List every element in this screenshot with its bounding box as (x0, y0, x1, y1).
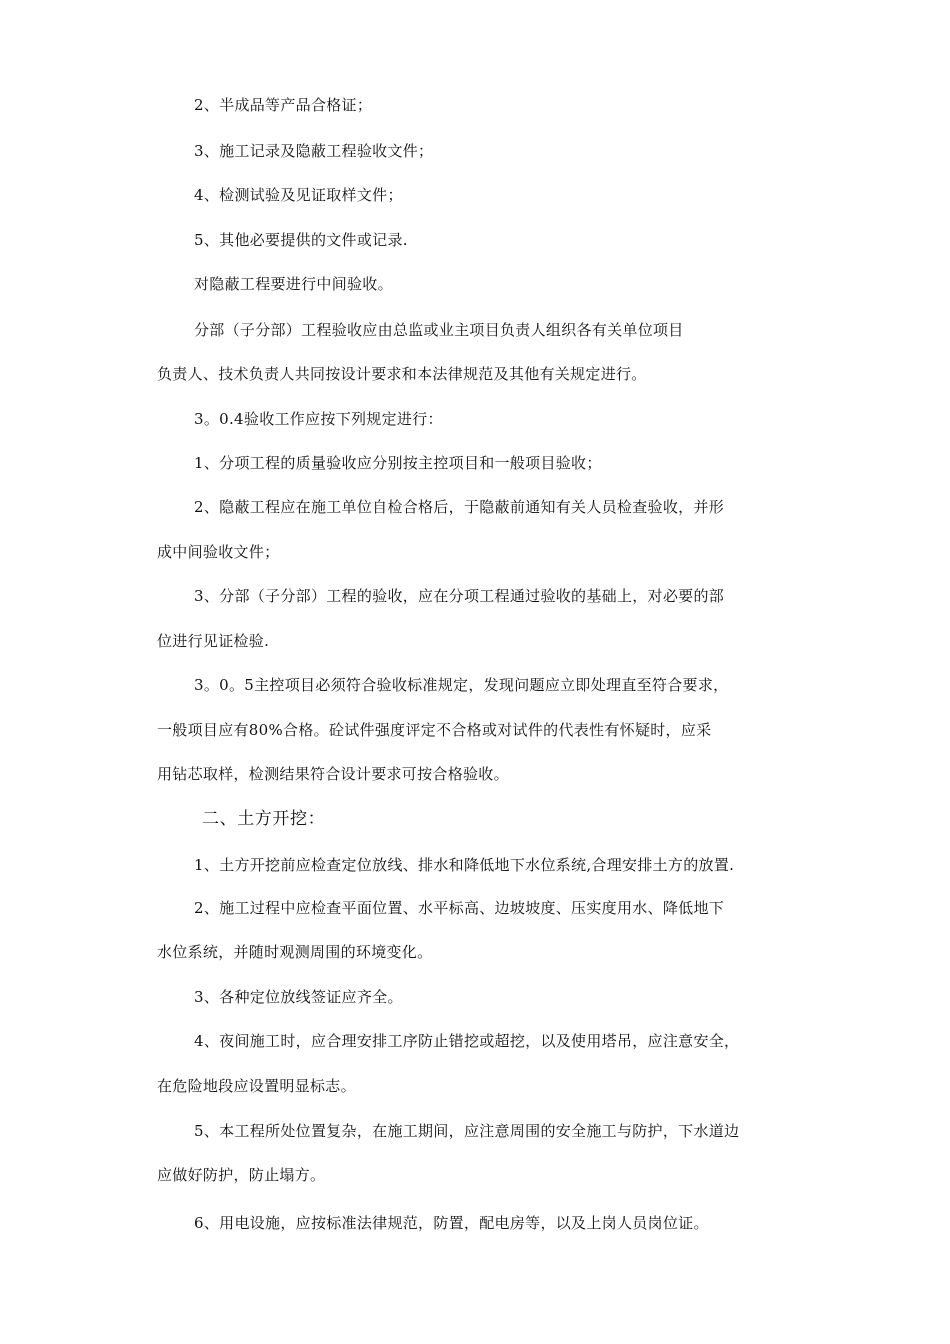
text-line: 在危险地段应设置明显标志。 (157, 1077, 356, 1095)
text-line: 6、用电设施，应按标准法律规范，防置，配电房等，以及上岗人员岗位证。 (194, 1214, 709, 1232)
text-line: 4、夜间施工时，应合理安排工序防止错挖或超挖，以及使用塔吊，应注意安全， (194, 1032, 740, 1050)
text-line: 5、其他必要提供的文件或记录. (194, 231, 408, 249)
text-line: 4、检测试验及见证取样文件； (194, 186, 403, 204)
text-line: 2、隐蔽工程应在施工单位自检合格后，于隐蔽前通知有关人员检查验收，并形 (194, 498, 725, 516)
text-line: 5、本工程所处位置复杂，在施工期间，应注意周围的安全施工与防护，下水道边 (194, 1122, 740, 1140)
text-line: 位进行见证检验. (157, 632, 270, 650)
text-line: 一般项目应有80%合格。砼试件强度评定不合格或对试件的代表性有怀疑时，应采 (157, 721, 712, 739)
text-line: 1、土方开挖前应检查定位放线、排水和降低地下水位系统,合理安排土方的放置. (194, 856, 735, 874)
text-line: 2、施工过程中应检查平面位置、水平标高、边坡坡度、压实度用水、降低地下 (194, 899, 725, 917)
text-line: 3、分部（子分部）工程的验收，应在分项工程通过验收的基础上，对必要的部 (194, 587, 725, 605)
text-line: 用钻芯取样，检测结果符合设计要求可按合格验收。 (157, 765, 509, 783)
text-line: 3、各种定位放线签证应齐全。 (194, 988, 403, 1006)
text-line: 对隐蔽工程要进行中间验收。 (194, 275, 393, 293)
text-line: 1、分项工程的质量验收应分别按主控项目和一般项目验收； (194, 454, 602, 472)
text-line: 3、施工记录及隐蔽工程验收文件； (194, 142, 434, 160)
text-line: 分部（子分部）工程验收应由总监或业主项目负责人组织各有关单位项目 (194, 321, 684, 339)
text-line: 3。0.4验收工作应按下列规定进行： (194, 410, 443, 428)
section-heading: 二、土方开挖： (202, 809, 326, 829)
text-line: 3。0。5主控项目必须符合验收标准规定，发现问题应立即处理直至符合要求， (194, 676, 729, 694)
text-line: 应做好防护，防止塌方。 (157, 1166, 326, 1184)
text-line: 2、半成品等产品合格证； (194, 96, 373, 114)
text-line: 负责人、技术负责人共同按设计要求和本法律规范及其他有关规定进行。 (157, 365, 647, 383)
text-line: 水位系统，并随时观测周围的环境变化。 (157, 943, 433, 961)
text-line: 成中间验收文件； (157, 543, 280, 561)
